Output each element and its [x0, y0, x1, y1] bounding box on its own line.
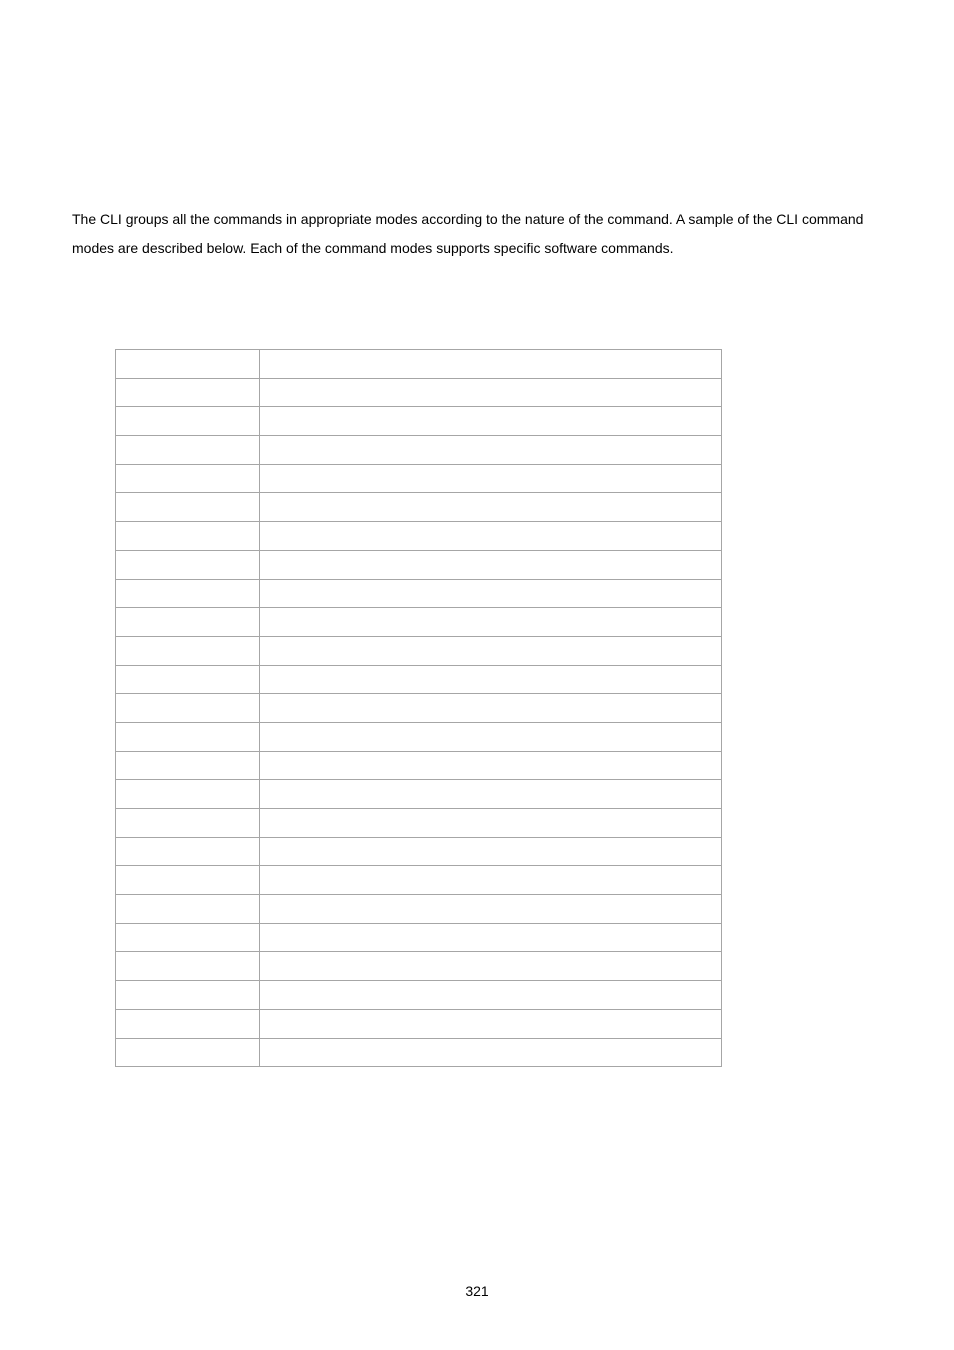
intro-paragraph: The CLI groups all the commands in appropriate modes according to the nature of the command. A sample of the CLI command modes are described below. Each of the command modes supports specific software commands. [72, 211, 864, 256]
table-row [116, 378, 722, 407]
table-cell-mode [116, 923, 260, 952]
table-cell-description [260, 981, 722, 1010]
table-cell-description [260, 751, 722, 780]
table-row [116, 522, 722, 551]
table-cell-description [260, 952, 722, 981]
table-row [116, 579, 722, 608]
table-row [116, 923, 722, 952]
table-cell-description [260, 1038, 722, 1067]
table-cell-mode [116, 407, 260, 436]
table-cell-description [260, 895, 722, 924]
table-cell-description [260, 694, 722, 723]
table-cell-mode [116, 636, 260, 665]
table-cell-mode [116, 809, 260, 838]
table-row [116, 464, 722, 493]
table-cell-description [260, 436, 722, 465]
table-row [116, 780, 722, 809]
table-row [116, 952, 722, 981]
table-cell-description [260, 665, 722, 694]
table-row [116, 809, 722, 838]
table-cell-mode [116, 981, 260, 1010]
table-cell-mode [116, 665, 260, 694]
table-cell-mode [116, 464, 260, 493]
table-cell-description [260, 837, 722, 866]
table-cell-mode [116, 751, 260, 780]
table-row [116, 436, 722, 465]
table-row [116, 1009, 722, 1038]
table-cell-description [260, 350, 722, 379]
table-cell-mode [116, 866, 260, 895]
table-cell-description [260, 493, 722, 522]
table-cell-description [260, 550, 722, 579]
table-cell-description [260, 579, 722, 608]
table-row [116, 866, 722, 895]
table-cell-mode [116, 550, 260, 579]
table-row [116, 665, 722, 694]
table-row [116, 350, 722, 379]
table-cell-mode [116, 952, 260, 981]
table-cell-description [260, 407, 722, 436]
table-row [116, 694, 722, 723]
table-row [116, 722, 722, 751]
table-row [116, 550, 722, 579]
table-row [116, 837, 722, 866]
table-cell-mode [116, 1009, 260, 1038]
table-cell-description [260, 464, 722, 493]
table-cell-mode [116, 895, 260, 924]
table-cell-description [260, 1009, 722, 1038]
table-cell-mode [116, 837, 260, 866]
table-cell-description [260, 608, 722, 637]
table-row [116, 895, 722, 924]
table-row [116, 636, 722, 665]
table-cell-mode [116, 780, 260, 809]
table-row [116, 608, 722, 637]
table-cell-mode [116, 1038, 260, 1067]
table-cell-description [260, 780, 722, 809]
table-cell-mode [116, 579, 260, 608]
table-cell-description [260, 722, 722, 751]
table-cell-description [260, 923, 722, 952]
table-cell-mode [116, 350, 260, 379]
command-mode-table [115, 349, 722, 1067]
command-mode-table-body [116, 350, 722, 1067]
table-cell-mode [116, 493, 260, 522]
table-cell-description [260, 636, 722, 665]
table-cell-mode [116, 694, 260, 723]
table-cell-mode [116, 436, 260, 465]
table-cell-mode [116, 378, 260, 407]
table-row [116, 981, 722, 1010]
page-number: 321 [465, 1283, 489, 1299]
table-cell-mode [116, 522, 260, 551]
table-cell-description [260, 378, 722, 407]
table-cell-description [260, 522, 722, 551]
table-row [116, 751, 722, 780]
table-row [116, 1038, 722, 1067]
table-cell-description [260, 809, 722, 838]
table-cell-mode [116, 722, 260, 751]
table-cell-description [260, 866, 722, 895]
table-row [116, 407, 722, 436]
table-cell-mode [116, 608, 260, 637]
table-row [116, 493, 722, 522]
